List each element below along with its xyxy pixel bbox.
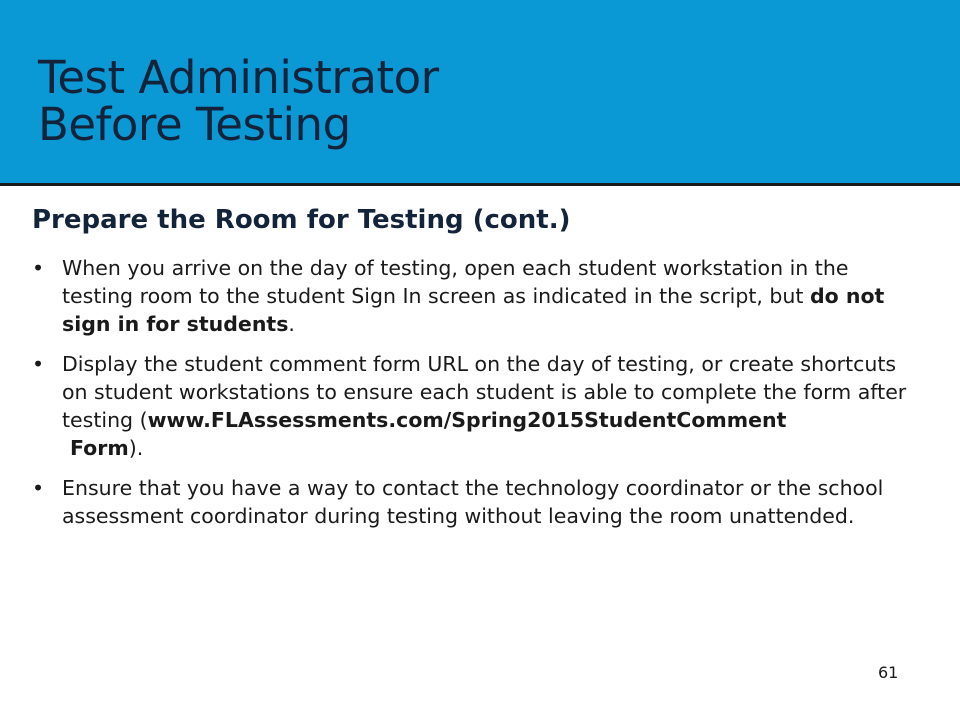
slide-title [38, 51, 439, 151]
bullet-item-contact [32, 474, 922, 530]
bullet-marker: • [32, 476, 45, 500]
title-line-2: Before Testing [38, 98, 351, 151]
bullet-text: When you arrive on the day of testing, open each student workstation in the testing room to the student Sign In screen as indicated in the script, but [62, 256, 849, 308]
slide-content [32, 203, 922, 542]
bullet-item-comment-form [32, 350, 922, 462]
bullet-text-end: . [288, 312, 295, 336]
page-number: 61 [878, 663, 899, 682]
bullet-text: Ensure that you have a way to contact the technology coordinator or the school assessment coordinator during testing without leaving the room unattended. [62, 476, 884, 528]
bullet-marker: • [32, 256, 45, 280]
title-band [0, 0, 960, 186]
bullet-emphasis: do not sign in for students [62, 284, 885, 336]
comment-form-url-end: Form [70, 436, 129, 460]
bullet-text: Display the student comment form URL on the day of testing, or create shortcuts on student workstations to ensure each student is able to complete the form after testing ( [62, 352, 907, 432]
bullet-list [32, 254, 922, 530]
bullet-text-end: ). [128, 436, 144, 460]
title-line-1: Test Administrator [38, 51, 439, 104]
section-heading: Prepare the Room for Testing (cont.) [32, 205, 571, 235]
bullet-item-room-setup [32, 254, 922, 338]
bullet-marker: • [32, 352, 45, 376]
comment-form-url: www.FLAssessments.com/Spring2015StudentComment [147, 408, 787, 432]
